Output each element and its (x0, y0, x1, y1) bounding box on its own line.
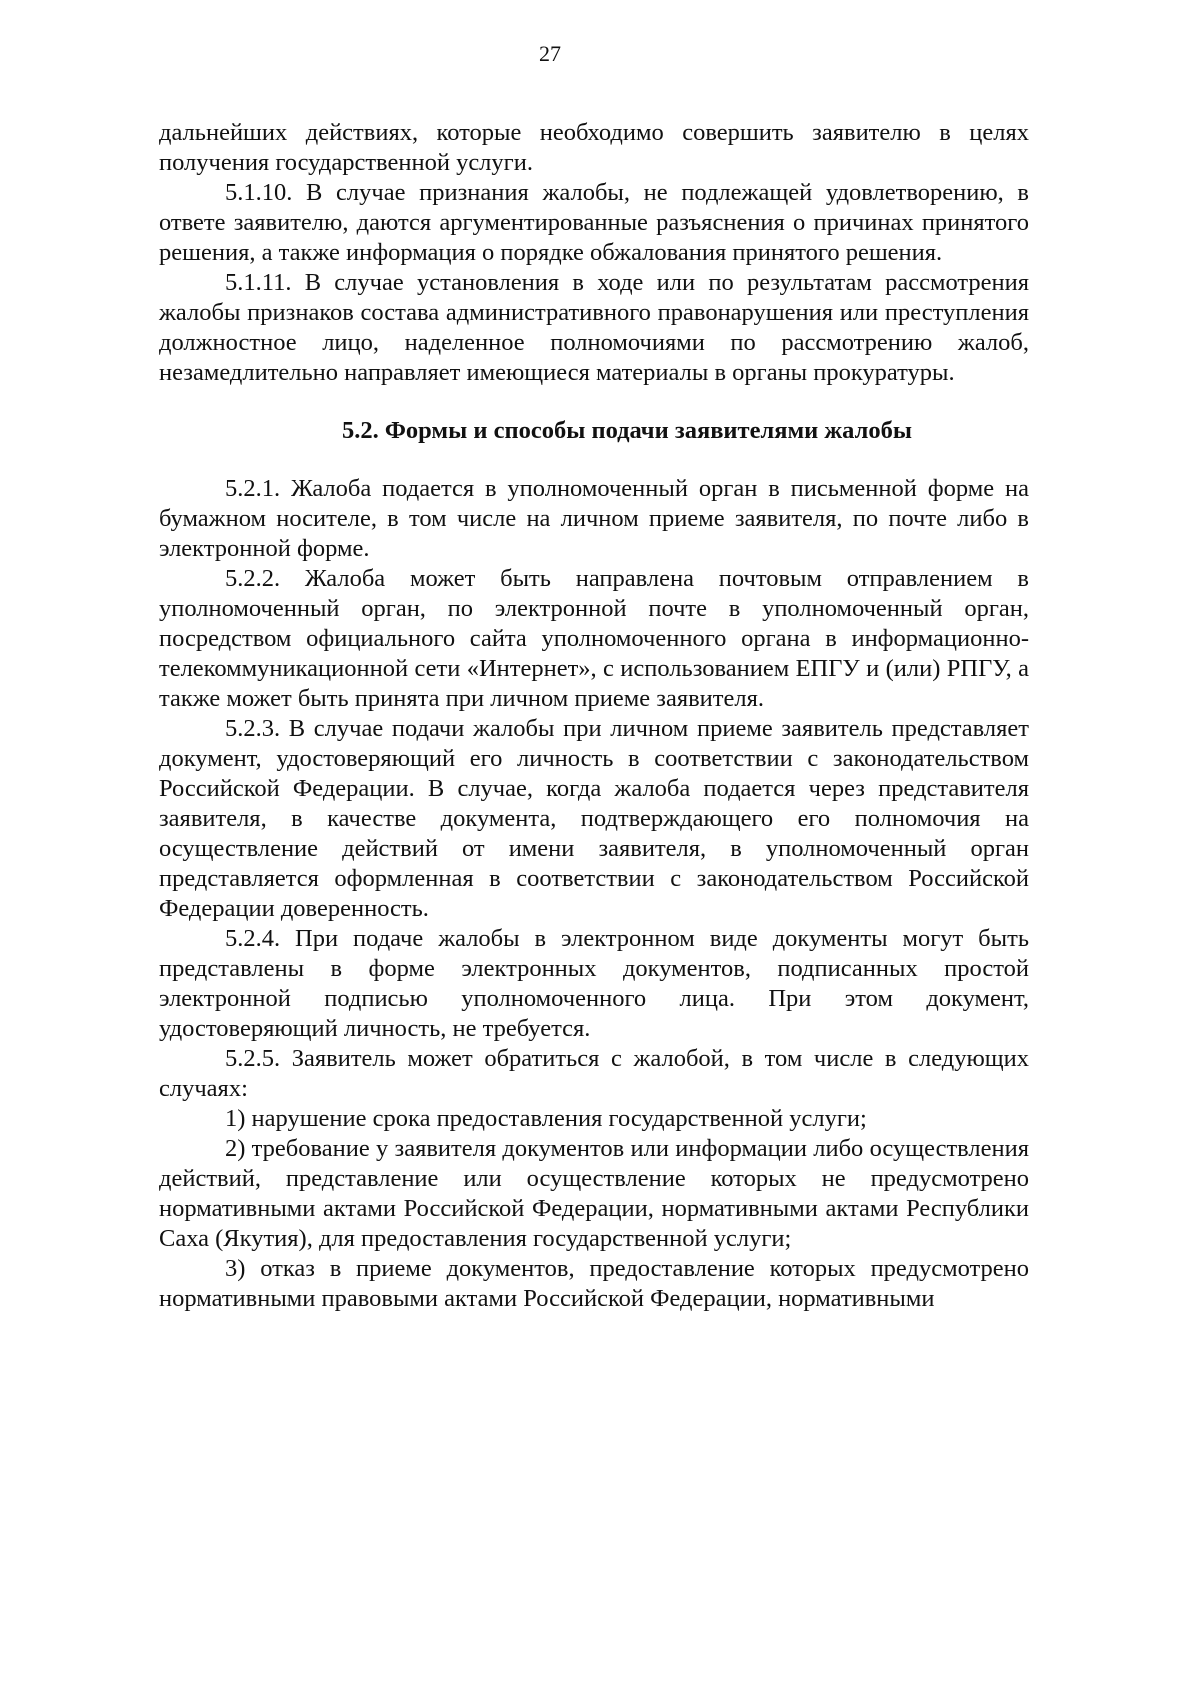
paragraph-5-1-10: 5.1.10. В случае признания жалобы, не подлежащей удовлетворению, в ответе заявителю, даются аргументированные разъяснения о причинах принятого решения, а также информация о порядке обжалования принятого решения. (159, 179, 1029, 266)
paragraph-5-2-2: 5.2.2. Жалоба может быть направлена почтовым отправлением в уполномоченный орган, по электронной почте в уполномоченный орган, посредством официального сайта уполномоченного органа в информационно-телекоммуникационной сети «Интернет», с использованием ЕПГУ и (или) РПГУ, а также может быть принята при личном приеме заявителя. (159, 565, 1029, 712)
paragraph-5-1-11: 5.1.11. В случае установления в ходе или по результатам рассмотрения жалобы признаков состава административного правонарушения или преступления должностное лицо, наделенное полномочиями по рассмотрению жалоб, незамедлительно направляет имеющиеся материалы в органы прокуратуры. (159, 269, 1029, 386)
section-heading-5-2: 5.2. Формы и способы подачи заявителями жалобы (342, 417, 912, 444)
list-item-1: 1) нарушение срока предоставления государственной услуги; (225, 1105, 867, 1132)
list-item-3: 3) отказ в приеме документов, предоставление которых предусмотрено нормативными правовыми актами Российской Федерации, нормативными (159, 1255, 1029, 1312)
paragraph-continuation: дальнейших действиях, которые необходимо совершить заявителю в целях получения государственной услуги. (159, 119, 1029, 176)
list-item-2: 2) требование у заявителя документов или информации либо осуществления действий, представление или осуществление которых не предусмотрено нормативными актами Российской Федерации, нормативными актами Республики Саха (Якутия), для предоставления государственной услуги; (159, 1135, 1029, 1252)
page-number: 27 (539, 41, 561, 66)
paragraph-5-2-1: 5.2.1. Жалоба подается в уполномоченный орган в письменной форме на бумажном носителе, в том числе на личном приеме заявителя, по почте либо в электронной форме. (159, 475, 1029, 562)
paragraph-5-2-4: 5.2.4. При подаче жалобы в электронном виде документы могут быть представлены в форме электронных документов, подписанных простой электронной подписью уполномоченного лица. При этом документ, удостоверяющий личность, не требуется. (159, 925, 1029, 1042)
paragraph-5-2-5: 5.2.5. Заявитель может обратиться с жалобой, в том числе в следующих случаях: (159, 1045, 1029, 1102)
document-body (159, 118, 1029, 1314)
paragraph-5-2-3: 5.2.3. В случае подачи жалобы при личном приеме заявитель представляет документ, удостоверяющий его личность в соответствии с законодательством Российской Федерации. В случае, когда жалоба подается через представителя заявителя, в качестве документа, подтверждающего его полномочия на осуществление действий от имени заявителя, в уполномоченный орган представляется оформленная в соответствии с законодательством Российской Федерации доверенность. (159, 715, 1029, 922)
